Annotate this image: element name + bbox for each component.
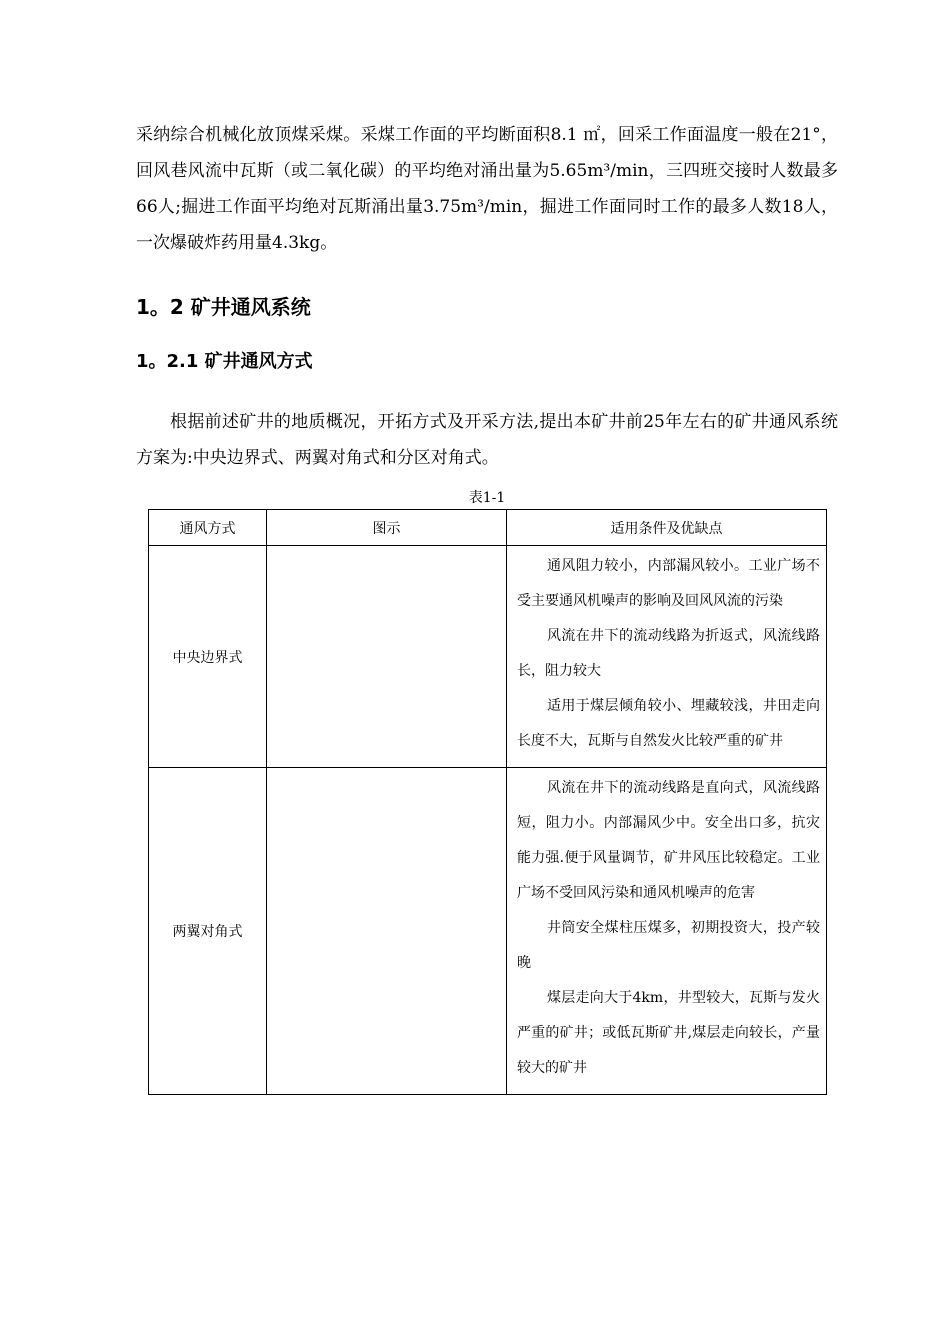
method-cell: 两翼对角式 bbox=[149, 768, 267, 1095]
body-paragraph bbox=[136, 404, 838, 476]
diagram-cell bbox=[267, 768, 507, 1095]
section-heading: 1。2 矿井通风系统 bbox=[136, 295, 311, 319]
subsection-heading: 1。2.1 矿井通风方式 bbox=[136, 351, 313, 372]
ventilation-table bbox=[148, 509, 827, 1095]
diagram-cell bbox=[267, 546, 507, 768]
condition-text: 适用于煤层倾角较小、埋藏较浅，井田走向长度不大，瓦斯与自然发火比较严重的矿井 bbox=[517, 698, 820, 749]
table-header-row bbox=[149, 510, 827, 546]
condition-text: 风流在井下的流动线路为折返式，风流线路长，阻力较大 bbox=[517, 628, 820, 679]
condition-text: 煤层走向大于4km，井型较大，瓦斯与发火严重的矿井；或低瓦斯矿井,煤层走向较长，产量较大的矿井 bbox=[517, 990, 820, 1076]
intro-paragraph bbox=[136, 117, 838, 261]
condition-text: 通风阻力较小，内部漏风较小。工业广场不受主要通风机噪声的影响及回风风流的污染 bbox=[517, 558, 820, 609]
header-diagram: 图示 bbox=[267, 510, 507, 546]
conditions-cell bbox=[507, 546, 827, 768]
header-method: 通风方式 bbox=[149, 510, 267, 546]
condition-text: 风流在井下的流动线路是直向式，风流线路短，阻力小。内部漏风少中。安全出口多，抗灾能力强.便于风量调节，矿井风压比较稳定。工业广场不受回风污染和通风机噪声的危害 bbox=[517, 780, 820, 901]
header-conditions: 适用条件及优缺点 bbox=[507, 510, 827, 546]
method-cell: 中央边界式 bbox=[149, 546, 267, 768]
conditions-cell bbox=[507, 768, 827, 1095]
intro-paragraph-text: 采纳综合机械化放顶煤采煤。采煤工作面的平均断面积8.1 ㎡，回采工作面温度一般在21°，回风巷风流中瓦斯（或二氧化碳）的平均绝对涌出量为5.65m³/min，三四班交接时人数最多66人;掘进工作面平均绝对瓦斯涌出量3.75m³/min，掘进工作面同时工作的最多人数18人，一次爆破炸药用量4.3kg。 bbox=[136, 125, 838, 253]
table-caption: 表1-1 bbox=[468, 490, 506, 506]
body-paragraph-text: 根据前述矿井的地质概况，开拓方式及开采方法,提出本矿井前25年左右的矿井通风系统方案为:中央边界式、两翼对角式和分区对角式。 bbox=[136, 412, 838, 468]
condition-text: 井筒安全煤柱压煤多，初期投资大，投产较晚 bbox=[517, 920, 820, 971]
table-row bbox=[149, 768, 827, 1095]
table-row bbox=[149, 546, 827, 768]
